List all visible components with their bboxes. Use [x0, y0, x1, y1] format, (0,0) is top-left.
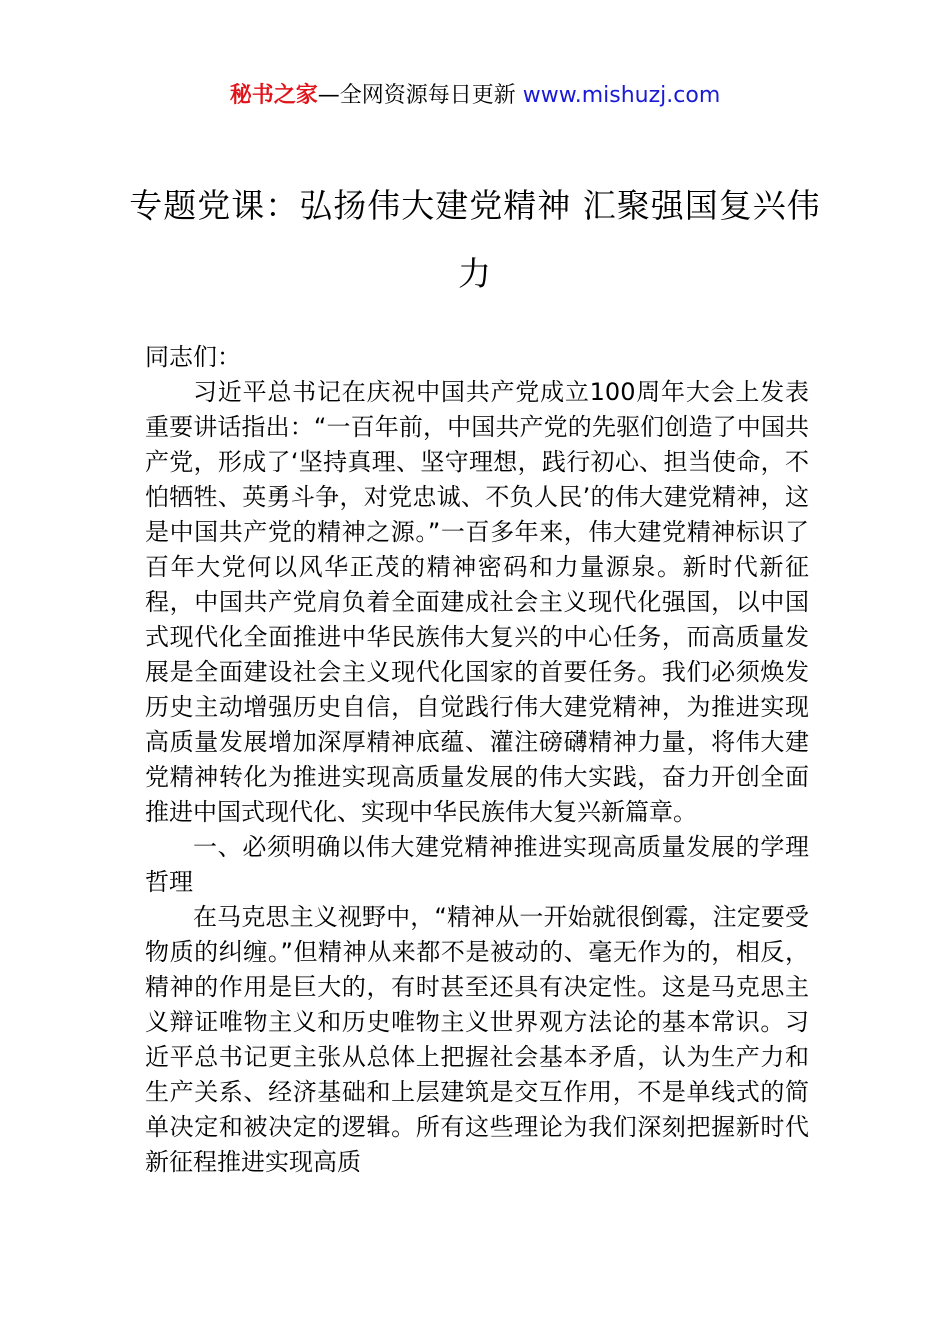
- document-title: 专题党课：弘扬伟大建党精神 汇聚强国复兴伟力: [129, 186, 821, 293]
- site-header: [0, 80, 950, 112]
- site-brand: 秘书之家: [229, 83, 318, 108]
- section-heading-1: 一、必须明确以伟大建党精神推进实现高质量发展的学理哲理: [145, 833, 809, 896]
- site-tagline: —全网资源每日更新: [317, 83, 523, 108]
- paragraph-intro: 习近平总书记在庆祝中国共产党成立100周年大会上发表重要讲话指出：“一百年前，中国共产党的先驱们创造了中国共产党，形成了‘坚持真理、坚守理想，践行初心、担当使命，不怕牺牲、英勇斗争，对党忠诚、不负人民’的伟大建党精神，这是中国共产党的精神之源。”一百多年来，伟大建党精神标识了百年大党何以风华正茂的精神密码和力量源泉。新时代新征程，中国共产党肩负着全面建成社会主义现代化强国，以中国式现代化全面推进中华民族伟大复兴的中心任务，而高质量发展是全面建设社会主义现代化国家的首要任务。我们必须焕发历史主动增强历史自信，自觉践行伟大建党精神，为推进实现高质量发展增加深厚精神底蕴、灌注磅礴精神力量，将伟大建党精神转化为推进实现高质量发展的伟大实践，奋力开创全面推进中国式现代化、实现中华民族伟大复兴新篇章。: [145, 378, 809, 826]
- salutation: 同志们：: [145, 343, 241, 371]
- paragraph-section-1: 在马克思主义视野中，“精神从一开始就很倒霉，注定要受物质的纠缠。”但精神从来都不是被动的、毫无作为的，相反，精神的作用是巨大的，有时甚至还具有决定性。这是马克思主义辩证唯物主义和历史唯物主义世界观方法论的基本常识。习近平总书记更主张从总体上把握社会基本矛盾，认为生产力和生产关系、经济基础和上层建筑是交互作用，不是单线式的简单决定和被决定的逻辑。所有这些理论为我们深刻把握新时代新征程推进实现高质: [145, 903, 809, 1176]
- document-body: [145, 340, 809, 1180]
- site-url-link[interactable]: www.mishuzj.com: [522, 83, 721, 108]
